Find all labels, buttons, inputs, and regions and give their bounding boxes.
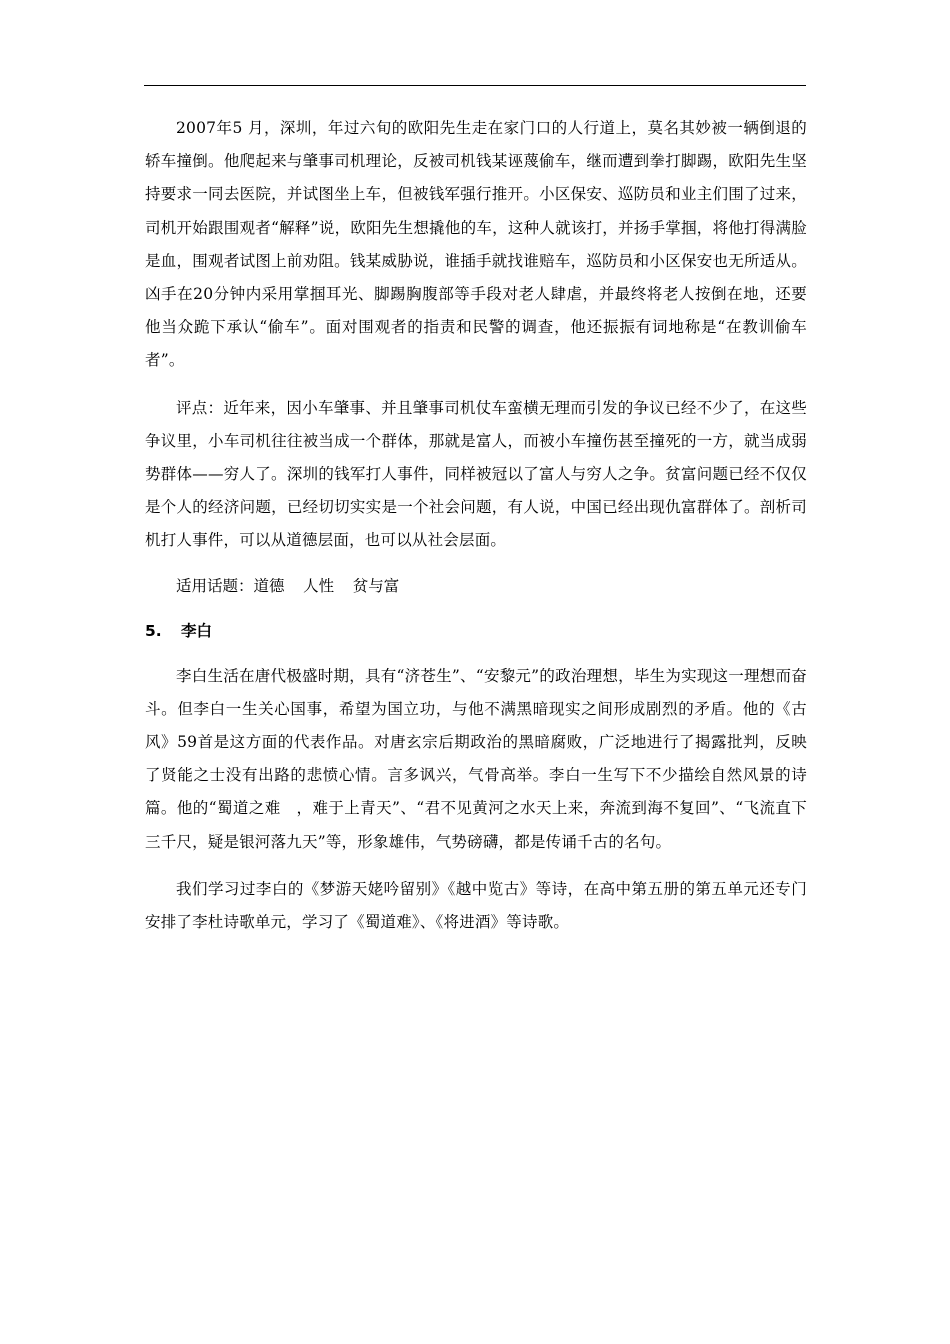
applicable-topics: [145, 570, 807, 603]
document-body: [145, 112, 807, 939]
header-rule: [144, 85, 806, 86]
commentary-paragraph: 评点：近年来，因小车肇事、并且肇事司机仗车蛮横无理而引发的争议已经不少了，在这些争议里，小车司机往往被当成一个群体，那就是富人，而被小车撞伤甚至撞死的一方，就当成弱势群体——穷人了。深圳的钱军打人事件，同样被冠以了富人与穷人之争。贫富问题已经不仅仅是个人的经济问题，已经切切实实是一个社会问题，有人说，中国已经出现仇富群体了。剖析司机打人事件，可以从道德层面，也可以从社会层面。: [145, 398, 807, 550]
section-number: 5.: [145, 621, 162, 640]
topic-wealth: 贫与富: [352, 576, 400, 595]
libai-paragraph: 李白生活在唐代极盛时期，具有“济苍生”、“安黎元”的政治理想，毕生为实现这一理想而奋斗。但李白一生关心国事，希望为国立功，与他不满黑暗现实之间形成剧烈的矛盾。他的《古风》59首是这方面的代表作品。对唐玄宗后期政治的黑暗腐败，广泛地进行了揭露批判，反映了贤能之士没有出路的悲愤心情。言多讽兴，气骨高举。李白一生写下不少描绘自然风景的诗篇。他的“蜀道之难 ，难于上青天”、“君不见黄河之水天上来，奔流到海不复回”、“飞流直下三千尺，疑是银河落九天”等，形象雄伟，气势磅礴，都是传诵千古的名句。: [145, 666, 807, 851]
topics-label: 适用话题：道德: [176, 576, 285, 595]
section-heading: [145, 615, 807, 648]
study-paragraph: 我们学习过李白的《梦游天姥吟留别》《越中览古》等诗，在高中第五册的第五单元还专门安排了李杜诗歌单元，学习了《蜀道难》、《将进酒》等诗歌。: [145, 879, 807, 932]
topic-humanity: 人性: [303, 576, 335, 595]
news-paragraph: 2007年5 月，深圳，年过六旬的欧阳先生走在家门口的人行道上，莫名其妙被一辆倒退的轿车撞倒。他爬起来与肇事司机理论，反被司机钱某诬蔑偷车，继而遭到拳打脚踢，欧阳先生坚持要求一同去医院，并试图坐上车，但被钱军强行推开。小区保安、巡防员和业主们围了过来，司机开始跟围观者“解释”说，欧阳先生想撬他的车，这种人就该打，并扬手掌掴，将他打得满脸是血，围观者试图上前劝阻。钱某威胁说，谁插手就找谁赔车，巡防员和小区保安也无所适从。凶手在20分钟内采用掌掴耳光、脚踢胸腹部等手段对老人肆虐，并最终将老人按倒在地，还要他当众跪下承认“偷车”。面对围观者的指责和民警的调查，他还振振有词地称是“在教训偷车者”。: [145, 119, 807, 370]
section-title: 李白: [181, 621, 213, 640]
